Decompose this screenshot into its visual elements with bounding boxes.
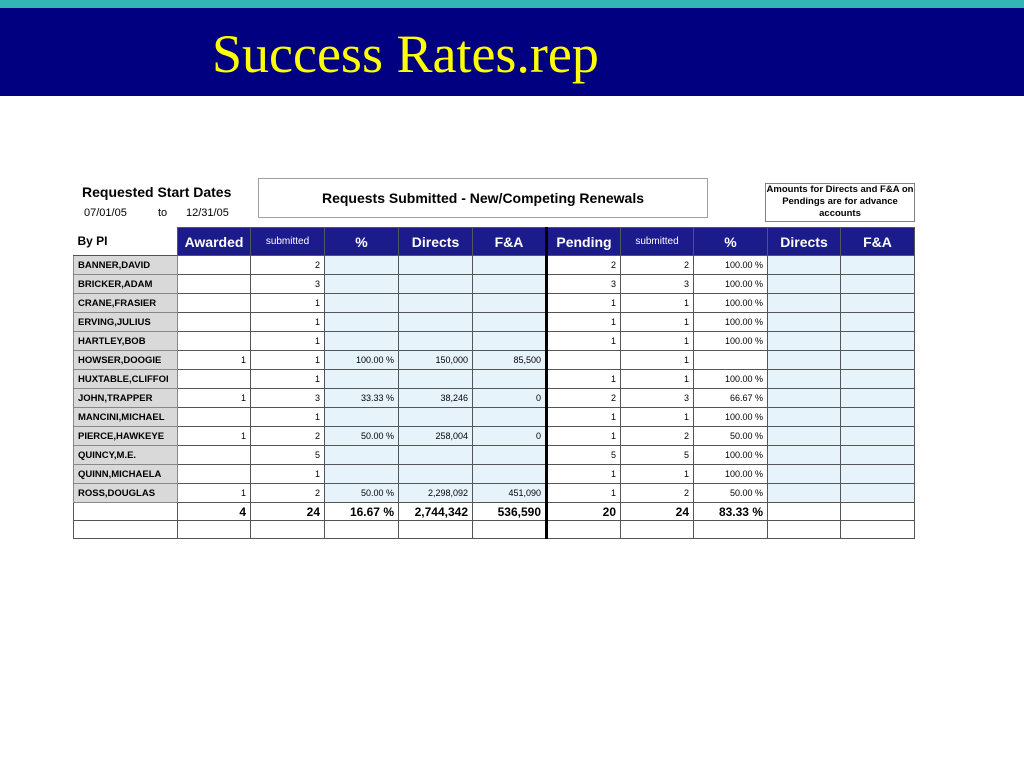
total-pending-directs-cell — [768, 503, 841, 521]
percent-header: % — [325, 228, 399, 256]
blank-cell — [621, 521, 694, 539]
pending-cell: 2 — [547, 256, 621, 275]
pending-fa-cell — [841, 389, 915, 408]
start-date-to: 12/31/05 — [186, 207, 229, 219]
directs-cell: 38,246 — [399, 389, 473, 408]
pending-submitted-cell: 1 — [621, 370, 694, 389]
blank-cell — [473, 521, 547, 539]
blank-cell — [547, 521, 621, 539]
pending-percent-cell: 100.00 % — [694, 370, 768, 389]
pending-percent-cell: 100.00 % — [694, 332, 768, 351]
blank-cell — [694, 521, 768, 539]
pending-percent-cell: 100.00 % — [694, 465, 768, 484]
directs-cell — [399, 256, 473, 275]
table-row — [74, 427, 915, 446]
blank-cell — [178, 521, 251, 539]
by-pi-header: By PI — [74, 228, 178, 256]
pending-cell: 1 — [547, 427, 621, 446]
percent-cell — [325, 256, 399, 275]
totals-row — [74, 503, 915, 521]
pending-fa-cell — [841, 408, 915, 427]
pending-percent-cell: 100.00 % — [694, 313, 768, 332]
pi-name-cell: QUINN,MICHAELA — [74, 465, 178, 484]
pending-directs-cell — [768, 465, 841, 484]
awarded-cell — [178, 446, 251, 465]
fa-cell — [473, 332, 547, 351]
directs-cell — [399, 446, 473, 465]
total-pending-percent-cell: 83.33 % — [694, 503, 768, 521]
success-rates-table — [73, 227, 915, 539]
total-percent-cell: 16.67 % — [325, 503, 399, 521]
pi-name-cell: CRANE,FRASIER — [74, 294, 178, 313]
submitted-cell: 2 — [251, 256, 325, 275]
pending-submitted-cell: 2 — [621, 427, 694, 446]
table-row — [74, 484, 915, 503]
table-row — [74, 446, 915, 465]
pending-cell: 3 — [547, 275, 621, 294]
submitted-cell: 2 — [251, 484, 325, 503]
submitted-cell: 2 — [251, 427, 325, 446]
title-banner — [0, 8, 1024, 96]
pi-name-cell: HUXTABLE,CLIFFOI — [74, 370, 178, 389]
submitted-cell: 1 — [251, 294, 325, 313]
pending-submitted-cell: 1 — [621, 465, 694, 484]
submitted-cell: 3 — [251, 389, 325, 408]
table-row — [74, 294, 915, 313]
pending-fa-cell — [841, 256, 915, 275]
header-row — [74, 228, 915, 256]
slide-title: Success Rates.rep — [212, 24, 599, 84]
directs-cell: 2,298,092 — [399, 484, 473, 503]
submitted-cell: 1 — [251, 465, 325, 484]
pending-percent-cell: 50.00 % — [694, 484, 768, 503]
percent-cell: 50.00 % — [325, 484, 399, 503]
pending-percent-cell: 100.00 % — [694, 408, 768, 427]
percent-cell — [325, 332, 399, 351]
pi-name-cell: ERVING,JULIUS — [74, 313, 178, 332]
pending-submitted-header: submitted — [621, 228, 694, 256]
awarded-header: Awarded — [178, 228, 251, 256]
submitted-cell: 1 — [251, 351, 325, 370]
pending-submitted-cell: 1 — [621, 332, 694, 351]
awarded-cell — [178, 313, 251, 332]
table-body — [74, 228, 915, 539]
blank-row — [74, 521, 915, 539]
table-row — [74, 256, 915, 275]
awarded-cell: 1 — [178, 351, 251, 370]
pending-cell: 1 — [547, 408, 621, 427]
pi-name-cell: PIERCE,HAWKEYE — [74, 427, 178, 446]
directs-cell — [399, 313, 473, 332]
pending-cell: 5 — [547, 446, 621, 465]
pending-header: Pending — [547, 228, 621, 256]
pending-directs-header: Directs — [768, 228, 841, 256]
pending-fa-cell — [841, 446, 915, 465]
fa-cell — [473, 275, 547, 294]
requested-start-dates-label: Requested Start Dates — [82, 184, 232, 200]
fa-cell: 451,090 — [473, 484, 547, 503]
submitted-cell: 1 — [251, 370, 325, 389]
pending-cell: 1 — [547, 294, 621, 313]
pi-name-cell: BANNER,DAVID — [74, 256, 178, 275]
total-directs-cell: 2,744,342 — [399, 503, 473, 521]
pending-percent-cell: 100.00 % — [694, 294, 768, 313]
directs-header: Directs — [399, 228, 473, 256]
pending-fa-cell — [841, 332, 915, 351]
total-pending-submitted-cell: 24 — [621, 503, 694, 521]
pending-fa-header: F&A — [841, 228, 915, 256]
pending-cell: 1 — [547, 332, 621, 351]
fa-header: F&A — [473, 228, 547, 256]
pending-directs-cell — [768, 370, 841, 389]
pending-directs-cell — [768, 294, 841, 313]
pending-percent-header: % — [694, 228, 768, 256]
directs-cell — [399, 370, 473, 389]
pending-percent-cell: 100.00 % — [694, 256, 768, 275]
pending-directs-cell — [768, 389, 841, 408]
pi-name-cell: JOHN,TRAPPER — [74, 389, 178, 408]
blank-cell — [768, 521, 841, 539]
submitted-cell: 1 — [251, 408, 325, 427]
report-title-box — [258, 178, 708, 218]
blank-cell — [251, 521, 325, 539]
table-row — [74, 351, 915, 370]
awarded-cell — [178, 332, 251, 351]
pending-submitted-cell: 5 — [621, 446, 694, 465]
pending-fa-cell — [841, 465, 915, 484]
pending-directs-cell — [768, 446, 841, 465]
table-row — [74, 465, 915, 484]
pi-name-cell: MANCINI,MICHAEL — [74, 408, 178, 427]
percent-cell: 50.00 % — [325, 427, 399, 446]
fa-cell — [473, 370, 547, 389]
pending-fa-cell — [841, 484, 915, 503]
top-accent-line — [0, 0, 1024, 8]
pending-submitted-cell: 2 — [621, 256, 694, 275]
pending-directs-cell — [768, 332, 841, 351]
submitted-cell: 3 — [251, 275, 325, 294]
pending-cell: 1 — [547, 313, 621, 332]
pending-directs-cell — [768, 256, 841, 275]
awarded-cell: 1 — [178, 484, 251, 503]
pending-cell: 1 — [547, 465, 621, 484]
percent-cell — [325, 370, 399, 389]
fa-cell — [473, 408, 547, 427]
fa-cell — [473, 256, 547, 275]
pi-name-cell: QUINCY,M.E. — [74, 446, 178, 465]
table-row — [74, 370, 915, 389]
percent-cell — [325, 294, 399, 313]
pending-cell — [547, 351, 621, 370]
table-row — [74, 275, 915, 294]
pending-submitted-cell: 1 — [621, 313, 694, 332]
start-date-from: 07/01/05 — [84, 207, 127, 219]
table-row — [74, 332, 915, 351]
awarded-cell: 1 — [178, 427, 251, 446]
pi-name-cell: HARTLEY,BOB — [74, 332, 178, 351]
fa-cell: 85,500 — [473, 351, 547, 370]
directs-cell: 258,004 — [399, 427, 473, 446]
pending-directs-cell — [768, 313, 841, 332]
report-title: Requests Submitted - New/Competing Renewals — [321, 190, 645, 206]
fa-cell — [473, 294, 547, 313]
percent-cell: 100.00 % — [325, 351, 399, 370]
pending-percent-cell: 50.00 % — [694, 427, 768, 446]
pending-fa-cell — [841, 370, 915, 389]
percent-cell: 33.33 % — [325, 389, 399, 408]
awarded-cell — [178, 294, 251, 313]
total-pending-fa-cell — [841, 503, 915, 521]
pending-directs-cell — [768, 484, 841, 503]
pending-cell: 1 — [547, 370, 621, 389]
pending-percent-cell: 100.00 % — [694, 275, 768, 294]
blank-cell — [841, 521, 915, 539]
awarded-cell — [178, 275, 251, 294]
directs-cell — [399, 408, 473, 427]
percent-cell — [325, 313, 399, 332]
table-row — [74, 408, 915, 427]
directs-cell: 150,000 — [399, 351, 473, 370]
fa-cell — [473, 446, 547, 465]
pending-fa-cell — [841, 275, 915, 294]
pi-name-cell: ROSS,DOUGLAS — [74, 484, 178, 503]
pending-fa-cell — [841, 313, 915, 332]
percent-cell — [325, 275, 399, 294]
percent-cell — [325, 408, 399, 427]
pending-submitted-cell: 1 — [621, 351, 694, 370]
total-submitted-cell: 24 — [251, 503, 325, 521]
percent-cell — [325, 446, 399, 465]
pending-directs-cell — [768, 275, 841, 294]
fa-cell: 0 — [473, 389, 547, 408]
pending-submitted-cell: 3 — [621, 275, 694, 294]
awarded-cell: 1 — [178, 389, 251, 408]
total-fa-cell: 536,590 — [473, 503, 547, 521]
pi-name-cell: HOWSER,DOOGIE — [74, 351, 178, 370]
pending-submitted-cell: 1 — [621, 408, 694, 427]
pending-directs-cell — [768, 351, 841, 370]
pending-cell: 2 — [547, 389, 621, 408]
blank-cell — [74, 521, 178, 539]
pending-submitted-cell: 3 — [621, 389, 694, 408]
pending-submitted-cell: 2 — [621, 484, 694, 503]
pending-directs-cell — [768, 408, 841, 427]
directs-cell — [399, 465, 473, 484]
total-pending-cell: 20 — [547, 503, 621, 521]
pending-amounts-note: Amounts for Directs and F&A on Pendings are for advance accounts — [765, 183, 915, 222]
submitted-cell: 1 — [251, 313, 325, 332]
blank-cell — [399, 521, 473, 539]
fa-cell — [473, 313, 547, 332]
percent-cell — [325, 465, 399, 484]
pending-cell: 1 — [547, 484, 621, 503]
directs-cell — [399, 275, 473, 294]
pending-percent-cell — [694, 351, 768, 370]
pending-fa-cell — [841, 294, 915, 313]
directs-cell — [399, 294, 473, 313]
awarded-cell — [178, 408, 251, 427]
blank-cell — [325, 521, 399, 539]
submitted-cell: 1 — [251, 332, 325, 351]
fa-cell — [473, 465, 547, 484]
awarded-cell — [178, 370, 251, 389]
directs-cell — [399, 332, 473, 351]
submitted-cell: 5 — [251, 446, 325, 465]
pending-percent-cell: 100.00 % — [694, 446, 768, 465]
awarded-cell — [178, 256, 251, 275]
awarded-cell — [178, 465, 251, 484]
fa-cell: 0 — [473, 427, 547, 446]
pending-fa-cell — [841, 351, 915, 370]
table-row — [74, 389, 915, 408]
pending-percent-cell: 66.67 % — [694, 389, 768, 408]
submitted-header: submitted — [251, 228, 325, 256]
pi-name-cell: BRICKER,ADAM — [74, 275, 178, 294]
table-row — [74, 313, 915, 332]
pending-directs-cell — [768, 427, 841, 446]
pending-fa-cell — [841, 427, 915, 446]
total-awarded-cell: 4 — [178, 503, 251, 521]
pending-submitted-cell: 1 — [621, 294, 694, 313]
date-range-to-word: to — [158, 207, 168, 219]
totals-label-cell — [74, 503, 178, 521]
